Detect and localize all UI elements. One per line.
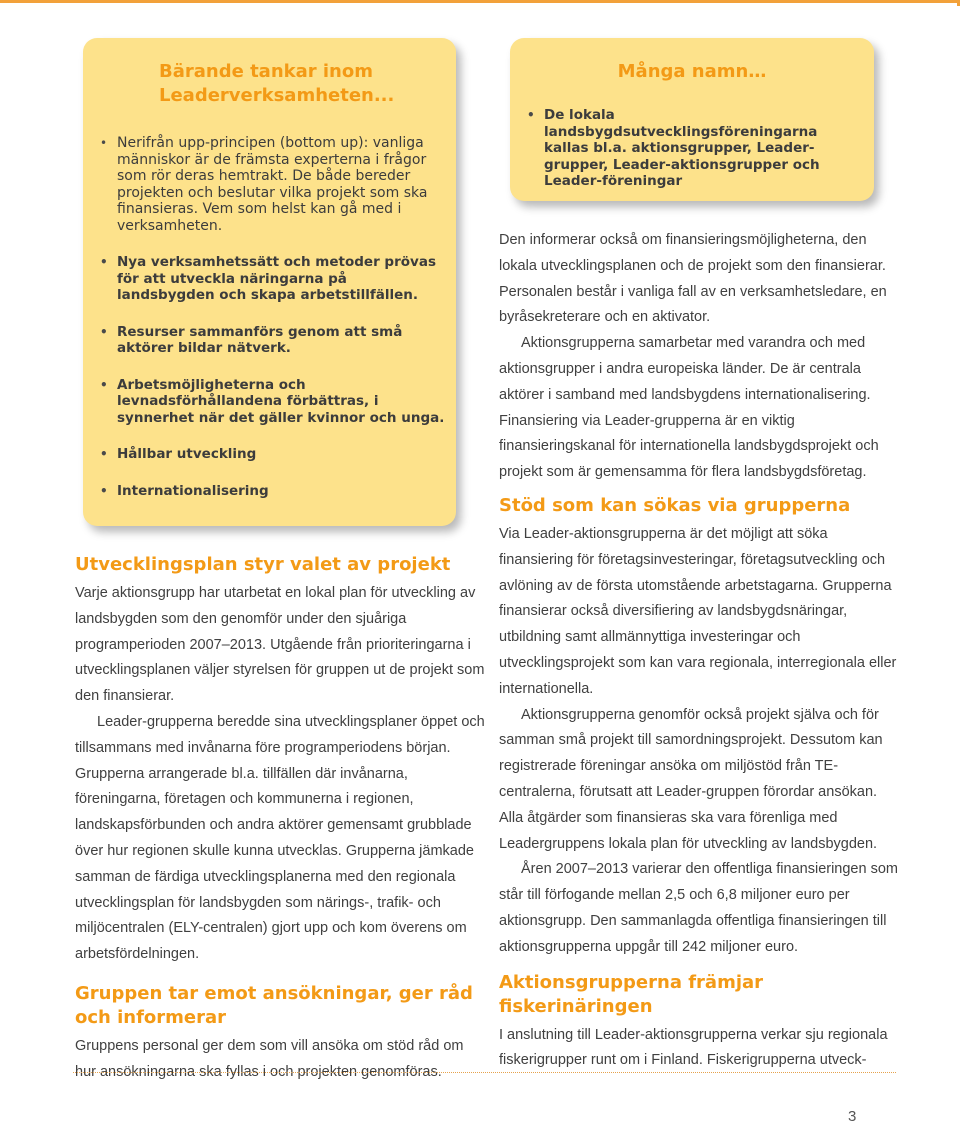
paragraph: Den informerar också om finansieringsmöjligheterna, den lokala utvecklingsplanen och de projekt som den finansierar. Personalen består i vanliga fall av en verksamhetsledare, en byråsekreterare och en aktivator. (499, 232, 887, 326)
list-item: • Internationalisering (97, 483, 447, 500)
list-item: • Arbetsmöjligheterna och levnadsförhållandena förbättras, i synnerhet när det gäller kvinnor och unga. (97, 377, 447, 427)
bullet-list (97, 135, 447, 519)
list-item: • De lokala landsbygdsutvecklingsföreningarna kallas bl.a. aktionsgrupper, Leader-grupper, Leader-aktionsgrupper och Leader-föreningar (524, 107, 864, 190)
top-rule (0, 0, 960, 3)
list-item: • Resurser sammanförs genom att små aktörer bildar nätverk. (97, 324, 447, 357)
bullet-list (524, 107, 864, 210)
section-heading: Stöd som kan sökas via grupperna (499, 494, 851, 516)
paragraph: Via Leader-aktionsgrupperna är det möjligt att söka finansiering för företagsinvesteringar, företagsutveckling och avlöning av de första utomstående arbetstagarna. Grupperna finansierar också diversifiering av landsbygdsnäringar, utbildning samt allmännyttiga investeringar och utvecklingsprojekt som kan vara regionala, interregionala eller internationella. (499, 525, 897, 697)
box-title: Bärande tankar inom Leaderverksamheten... (159, 61, 395, 106)
paragraph: Leader-grupperna beredde sina utvecklingsplaner öppet och tillsammans med invånarna före programperiodens början. Grupperna arrangerade bl.a. tillfällen där invånarna, föreningarna, företagen och kommunerna i regionen, landskapsförbunden och andra aktörer gemensamt grubblade över hur regionen skulle kunna utvecklas. Grupperna jämkade samman de färdiga utvecklingsplanerna med den regionala utvecklingsplan för landsbygden som närings-, trafik- och miljöcentralen (ELY-centralen) gjort upp och kom överens om arbetsfördelningen. (75, 713, 485, 963)
list-item: • Hållbar utveckling (97, 446, 447, 463)
footer-rule (73, 1072, 896, 1073)
info-box-right (510, 38, 874, 201)
paragraph: Aktionsgrupperna genomför också projekt själva och för samman små projekt till samordningsprojekt. Dessutom kan registrerade föreningar ansöka om miljöstöd från TE-centralerna, förutsatt att Leader-gruppen förordar ansökan. Alla åtgärder som finansieras ska vara förenliga med Leadergruppens lokala plan för utveckling av landsbygden. (499, 706, 883, 852)
list-item: • Nya verksamhetssätt och metoder prövas för att utveckla näringarna på landsbygden och skapa arbetstillfällen. (97, 254, 447, 304)
paragraph: Varje aktionsgrupp har utarbetat en lokal plan för utveckling av landsbygden som den genomför under den sjuåriga programperioden 2007–2013. Utgående från prioriteringarna i utvecklingsplanen väljer styrelsen för gruppen ut de projekt som den finansierar. (75, 585, 485, 705)
section-heading: Utvecklingsplan styr valet av projekt (75, 554, 451, 575)
page-number: 3 (848, 1108, 857, 1125)
paragraph: Aktionsgrupperna samarbetar med varandra och med aktionsgrupper i andra europeiska länder. De är centrala aktörer i samband med landsbygdens internationalisering. Finansiering via Leader-grupperna är en viktig finansieringskanal för internationella landsbygdsprojekt och projekt som är gemensamma för flera landsbygdsföretag. (499, 335, 879, 481)
section-heading: Gruppen tar emot ansökningar, ger råd och informerar (75, 982, 473, 1028)
right-column (499, 228, 899, 1074)
paragraph: Åren 2007–2013 varierar den offentliga finansieringen som står till förfogande mellan 2,5 och 6,8 miljoner euro per aktionsgrupp. Den sammanlagda offentliga finansieringen till aktionsgrupperna uppgår till 242 miljoner euro. (499, 861, 898, 955)
paragraph: Gruppens personal ger dem som vill ansöka om stöd råd om hur ansökningarna ska fyllas i och projekten genomföras. (75, 1037, 464, 1080)
list-item: • Nerifrån upp-principen (bottom up): vanliga människor är de främsta experterna i frågor som rör deras hemtrakt. De både bereder projekten och beslutar vilka projekt som ska finansieras. Vem som helst kan gå med i verksamheten. (97, 135, 447, 234)
paragraph: I anslutning till Leader-aktionsgrupperna verkar sju regionala fiskerigrupper runt om i Finland. Fiskerigrupperna utveck- (499, 1026, 888, 1069)
box-title: Många namn… (617, 61, 767, 82)
left-column (75, 553, 487, 1086)
section-heading: Aktionsgrupperna främjar fiskerinäringen (499, 971, 764, 1017)
info-box-left (83, 38, 456, 526)
